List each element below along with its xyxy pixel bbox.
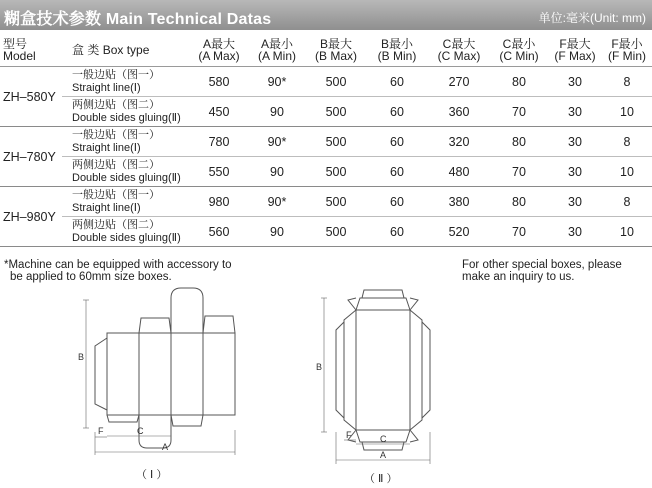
box-type-zh: 两侧边贴（图二） bbox=[72, 218, 160, 231]
value-cell: 90 bbox=[248, 217, 306, 247]
value-cell: 80 bbox=[490, 67, 548, 97]
panel-main bbox=[356, 310, 410, 430]
value-cell: 500 bbox=[306, 67, 366, 97]
label-c: C bbox=[137, 426, 144, 436]
panel-2 bbox=[139, 333, 171, 415]
value-cell: 30 bbox=[548, 127, 602, 157]
column-header-zh: F最大 bbox=[559, 37, 591, 51]
right-side-tab bbox=[422, 322, 430, 418]
column-header-zh: A最小 bbox=[260, 37, 293, 51]
column-header-en: (A Max) bbox=[198, 49, 240, 63]
note-line: *Machine can be equipped with accessory to bbox=[4, 259, 232, 271]
panel-3 bbox=[171, 333, 203, 415]
label-b: B bbox=[78, 352, 85, 362]
column-header-en: (F Max) bbox=[554, 49, 596, 63]
column-header bbox=[62, 34, 190, 67]
value-cell: 500 bbox=[306, 97, 366, 127]
box-type-zh: 两侧边贴（图二） bbox=[72, 98, 160, 111]
box-type-en: Straight line(Ⅰ) bbox=[72, 81, 141, 94]
value-cell: 30 bbox=[548, 97, 602, 127]
column-header-en: (B Max) bbox=[315, 49, 357, 63]
table-row bbox=[0, 97, 652, 127]
box-type-en: Straight line(Ⅰ) bbox=[72, 201, 141, 214]
value-cell: 70 bbox=[490, 97, 548, 127]
value-cell: 500 bbox=[306, 187, 366, 217]
column-header-zh: 盒 类 bbox=[72, 43, 100, 57]
value-cell: 80 bbox=[490, 127, 548, 157]
value-cell: 60 bbox=[366, 67, 428, 97]
value-cell: 980 bbox=[190, 187, 248, 217]
value-cell: 30 bbox=[548, 187, 602, 217]
box-type-cell bbox=[62, 157, 190, 187]
diagram-double-sides bbox=[308, 282, 458, 472]
value-cell: 60 bbox=[366, 157, 428, 187]
box-type-en: Double sides gluing(Ⅱ) bbox=[72, 231, 181, 244]
top-flap bbox=[356, 298, 410, 310]
column-header-zh: B最大 bbox=[319, 37, 352, 51]
column-header bbox=[248, 34, 306, 67]
box-type-cell bbox=[62, 127, 190, 157]
value-cell: 550 bbox=[190, 157, 248, 187]
page-title: 糊盒技术参数 Main Technical Datas bbox=[4, 11, 272, 28]
panel-1 bbox=[107, 333, 139, 415]
top-flap-inner bbox=[362, 290, 404, 298]
box-type-en: Straight line(Ⅰ) bbox=[72, 141, 141, 154]
right-side-panel bbox=[410, 310, 422, 430]
corner-flap bbox=[410, 298, 418, 310]
value-cell: 8 bbox=[602, 187, 652, 217]
value-cell: 500 bbox=[306, 127, 366, 157]
column-header-zh: B最小 bbox=[380, 37, 413, 51]
left-side-panel bbox=[344, 310, 356, 430]
table-row bbox=[0, 157, 652, 187]
column-header-zh: 型号 bbox=[3, 37, 28, 51]
value-cell: 380 bbox=[428, 187, 490, 217]
value-cell: 560 bbox=[190, 217, 248, 247]
column-header-en: (B Min) bbox=[377, 49, 417, 63]
value-cell: 90* bbox=[248, 67, 306, 97]
value-cell: 10 bbox=[602, 97, 652, 127]
table-row bbox=[0, 217, 652, 247]
note-line: For other special boxes, please bbox=[462, 259, 622, 271]
column-header bbox=[366, 34, 428, 67]
unit-label: 单位:毫米(Unit: mm) bbox=[538, 11, 646, 25]
column-header-zh: C最大 bbox=[442, 37, 476, 51]
top-lid bbox=[171, 288, 203, 333]
value-cell: 90 bbox=[248, 97, 306, 127]
value-cell: 60 bbox=[366, 97, 428, 127]
panel-4 bbox=[203, 333, 235, 415]
note-line: make an inquiry to us. bbox=[462, 271, 575, 283]
value-cell: 520 bbox=[428, 217, 490, 247]
column-header-en: (C Min) bbox=[499, 49, 539, 63]
header-bar bbox=[0, 0, 652, 30]
box-type-cell bbox=[62, 187, 190, 217]
note-line: be applied to 60mm size boxes. bbox=[10, 271, 172, 283]
value-cell: 70 bbox=[490, 157, 548, 187]
column-header-en: (C Max) bbox=[437, 49, 481, 63]
column-header-en: (A Min) bbox=[257, 49, 296, 63]
column-header-en: (F Min) bbox=[608, 49, 646, 63]
value-cell: 30 bbox=[548, 67, 602, 97]
value-cell: 60 bbox=[366, 217, 428, 247]
column-header-en: Model bbox=[3, 49, 36, 63]
column-header bbox=[490, 34, 548, 67]
value-cell: 70 bbox=[490, 217, 548, 247]
left-side-tab bbox=[336, 322, 344, 418]
column-header bbox=[306, 34, 366, 67]
bottom-flap-right bbox=[171, 415, 203, 426]
column-header bbox=[602, 34, 652, 67]
box-type-zh: 一般边贴（图一） bbox=[72, 128, 160, 141]
label-a: A bbox=[380, 450, 387, 460]
value-cell: 10 bbox=[602, 217, 652, 247]
inquiry-note bbox=[462, 259, 622, 283]
model-cell: ZH–580Y bbox=[0, 67, 62, 127]
value-cell: 8 bbox=[602, 127, 652, 157]
box-type-cell bbox=[62, 217, 190, 247]
value-cell: 480 bbox=[428, 157, 490, 187]
value-cell: 30 bbox=[548, 157, 602, 187]
box-type-zh: 两侧边贴（图二） bbox=[72, 158, 160, 171]
column-header bbox=[428, 34, 490, 67]
box-type-zh: 一般边贴（图一） bbox=[72, 68, 160, 81]
top-flap-left bbox=[139, 318, 171, 333]
label-b: B bbox=[316, 362, 323, 372]
table-row bbox=[0, 127, 652, 157]
value-cell: 80 bbox=[490, 187, 548, 217]
box-type-en: Double sides gluing(Ⅱ) bbox=[72, 111, 181, 124]
value-cell: 500 bbox=[306, 157, 366, 187]
value-cell: 90* bbox=[248, 127, 306, 157]
label-c: C bbox=[380, 434, 387, 444]
label-f: F bbox=[98, 426, 104, 436]
value-cell: 500 bbox=[306, 217, 366, 247]
value-cell: 90 bbox=[248, 157, 306, 187]
model-cell: ZH–980Y bbox=[0, 187, 62, 247]
corner-flap bbox=[348, 298, 356, 310]
label-f: F bbox=[346, 430, 352, 440]
value-cell: 450 bbox=[190, 97, 248, 127]
table-row bbox=[0, 67, 652, 97]
value-cell: 60 bbox=[366, 187, 428, 217]
column-header-en: Box type bbox=[102, 43, 150, 57]
value-cell: 580 bbox=[190, 67, 248, 97]
value-cell: 780 bbox=[190, 127, 248, 157]
diagram-straight-line bbox=[80, 282, 280, 482]
label-a: A bbox=[162, 442, 169, 452]
column-header-zh: C最小 bbox=[502, 37, 536, 51]
value-cell: 10 bbox=[602, 157, 652, 187]
value-cell: 270 bbox=[428, 67, 490, 97]
column-header-zh: A最大 bbox=[202, 37, 235, 51]
value-cell: 90* bbox=[248, 187, 306, 217]
spec-table bbox=[0, 34, 652, 247]
value-cell: 30 bbox=[548, 217, 602, 247]
diagram-caption: （ Ⅱ ） bbox=[364, 473, 398, 485]
column-header bbox=[548, 34, 602, 67]
top-flap-right bbox=[203, 316, 235, 333]
corner-flap bbox=[410, 430, 418, 442]
box-type-cell bbox=[62, 97, 190, 127]
model-cell: ZH–780Y bbox=[0, 127, 62, 187]
glue-flap bbox=[95, 338, 107, 410]
column-header bbox=[190, 34, 248, 67]
value-cell: 60 bbox=[366, 127, 428, 157]
value-cell: 320 bbox=[428, 127, 490, 157]
box-type-zh: 一般边贴（图一） bbox=[72, 188, 160, 201]
bottom-flap-left bbox=[107, 415, 139, 422]
value-cell: 360 bbox=[428, 97, 490, 127]
table-header-row bbox=[0, 34, 652, 67]
accessory-note bbox=[4, 259, 232, 283]
box-type-en: Double sides gluing(Ⅱ) bbox=[72, 171, 181, 184]
table-row bbox=[0, 187, 652, 217]
box-type-cell bbox=[62, 67, 190, 97]
column-header-zh: F最小 bbox=[611, 37, 643, 51]
column-header bbox=[0, 34, 62, 67]
value-cell: 8 bbox=[602, 67, 652, 97]
diagram-caption: （ Ⅰ ） bbox=[136, 469, 168, 481]
